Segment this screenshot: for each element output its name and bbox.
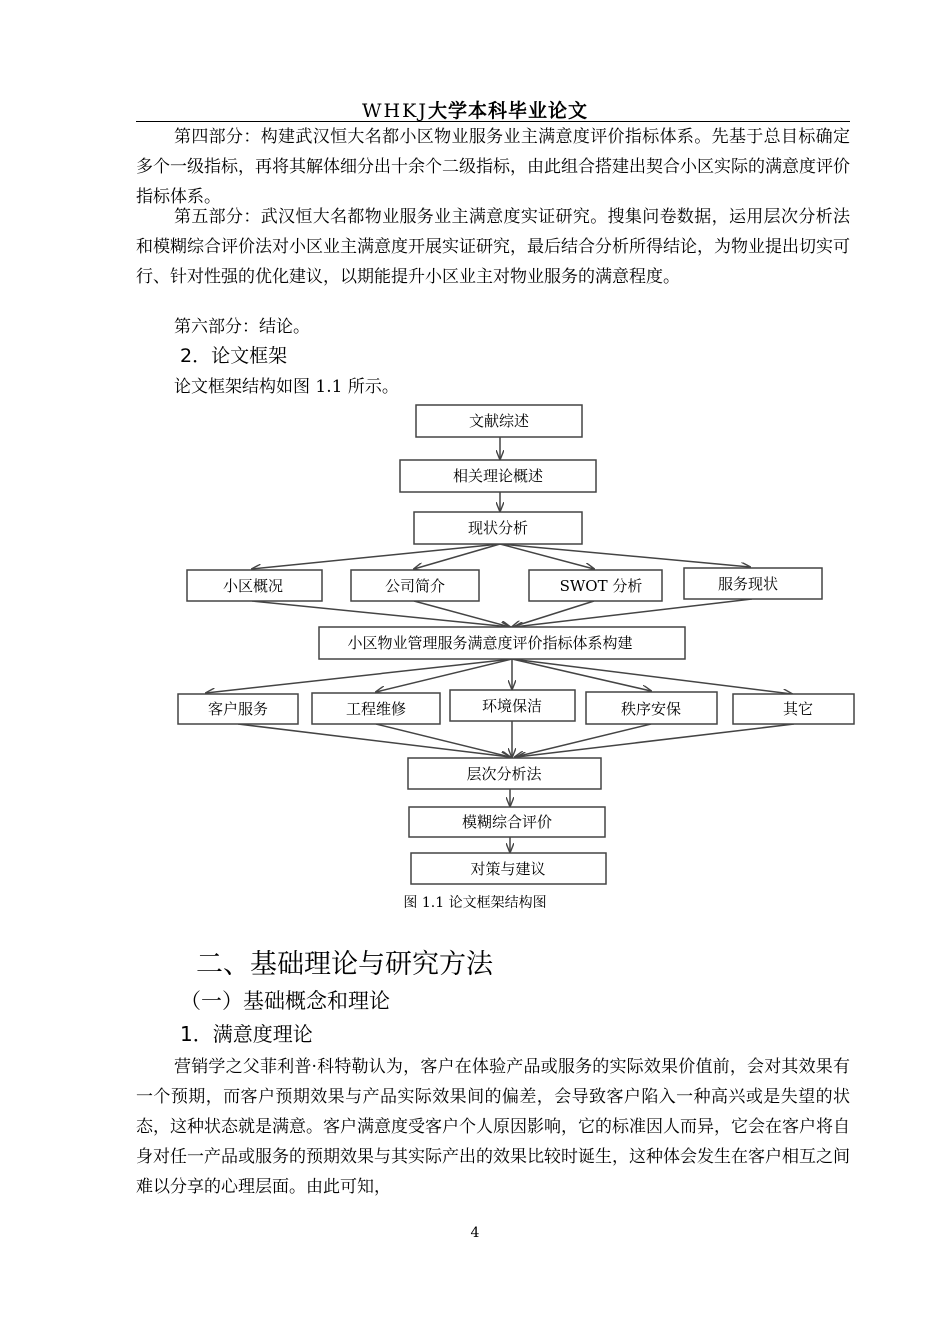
label-customer-service: 客户服务 xyxy=(207,700,269,718)
label-index-system: 小区物业管理服务满意度评价指标体系构建 xyxy=(347,634,633,652)
paragraph-part-five: 第五部分：武汉恒大名都物业服务业主满意度实证研究。搜集问卷数据，运用层次分析法和模糊综合评价法对小区业主满意度开展实证研究，最后结合分析所得结论，为物业提出切实可行、针对性强的优化建议，以期能提升小区业主对物业服务的满意程度。 xyxy=(136,207,850,287)
arrow-community-to-index xyxy=(252,601,510,627)
label-environment-cleaning: 环境保洁 xyxy=(481,697,543,715)
figure-caption: 图 1.1 论文框架结构图 xyxy=(403,895,547,911)
chapter-heading: 二、基础理论与研究方法 xyxy=(196,949,493,980)
arrow-index-to-customer xyxy=(206,659,512,693)
arrow-status-to-service xyxy=(500,544,750,567)
label-status-analysis: 现状分析 xyxy=(467,519,529,537)
paragraph-part-six: 第六部分：结论。 xyxy=(174,317,310,337)
page-number: 4 xyxy=(470,1225,480,1241)
label-ahp: 层次分析法 xyxy=(466,765,542,783)
arrow-index-to-engineering xyxy=(376,659,512,692)
arrow-service-to-index xyxy=(514,599,752,627)
subsection-heading: 1．满意度理论 xyxy=(180,1022,313,1046)
label-engineering-maintenance: 工程维修 xyxy=(345,700,407,718)
label-fuzzy-evaluation: 模糊综合评价 xyxy=(461,813,553,831)
arrow-engineering-to-ahp xyxy=(376,724,510,757)
arrow-customer-to-ahp xyxy=(238,724,510,757)
arrow-company-to-index xyxy=(414,601,510,627)
label-service-status: 服务现状 xyxy=(717,575,779,593)
arrow-others-to-ahp xyxy=(517,724,794,757)
label-swot-analysis: SWOT 分析 xyxy=(559,577,643,595)
paragraph-part-four: 第四部分：构建武汉恒大名都小区物业服务业主满意度评价指标体系。先基于总目标确定多个一级指标，再将其解体细分出十余个二级指标，由此组合搭建出契合小区实际的满意度评价指标体系。 xyxy=(136,127,850,207)
arrow-index-to-order xyxy=(512,659,651,691)
header-latin: WHKJ xyxy=(362,100,428,122)
label-community-overview: 小区概况 xyxy=(222,577,284,595)
label-company-profile: 公司简介 xyxy=(384,577,446,595)
label-theory-overview: 相关理论概述 xyxy=(452,467,544,485)
label-literature-review: 文献综述 xyxy=(468,412,530,430)
arrow-index-to-others xyxy=(512,659,792,694)
label-order-security: 秩序安保 xyxy=(620,700,682,718)
paragraph-framework-intro: 论文框架结构如图 1.1 所示。 xyxy=(174,377,399,397)
section-heading: （一）基础概念和理论 xyxy=(180,989,390,1013)
arrow-status-to-community xyxy=(252,544,500,569)
heading-framework: 2．论文框架 xyxy=(180,345,288,367)
label-others: 其它 xyxy=(782,700,814,718)
label-suggestions: 对策与建议 xyxy=(470,860,546,878)
paragraph-satisfaction-theory: 营销学之父菲利普·科特勒认为，客户在体验产品或服务的实际效果价值前，会对其效果有一个预期，而客户预期效果与产品实际效果间的偏差，会导致客户陷入一种高兴或是失望的状态，这种状态就是满意。客户满意度受客户个人原因影响，它的标准因人而异，它会在客户将自身对任一产品或服务的预期效果与其实际产出的效果比较时诞生，这种体会发生在客户相互之间难以分享的心理层面。由此可知， xyxy=(136,1057,850,1197)
header-title: 大学本科毕业论文 xyxy=(427,100,588,122)
arrow-order-to-ahp xyxy=(515,724,651,757)
